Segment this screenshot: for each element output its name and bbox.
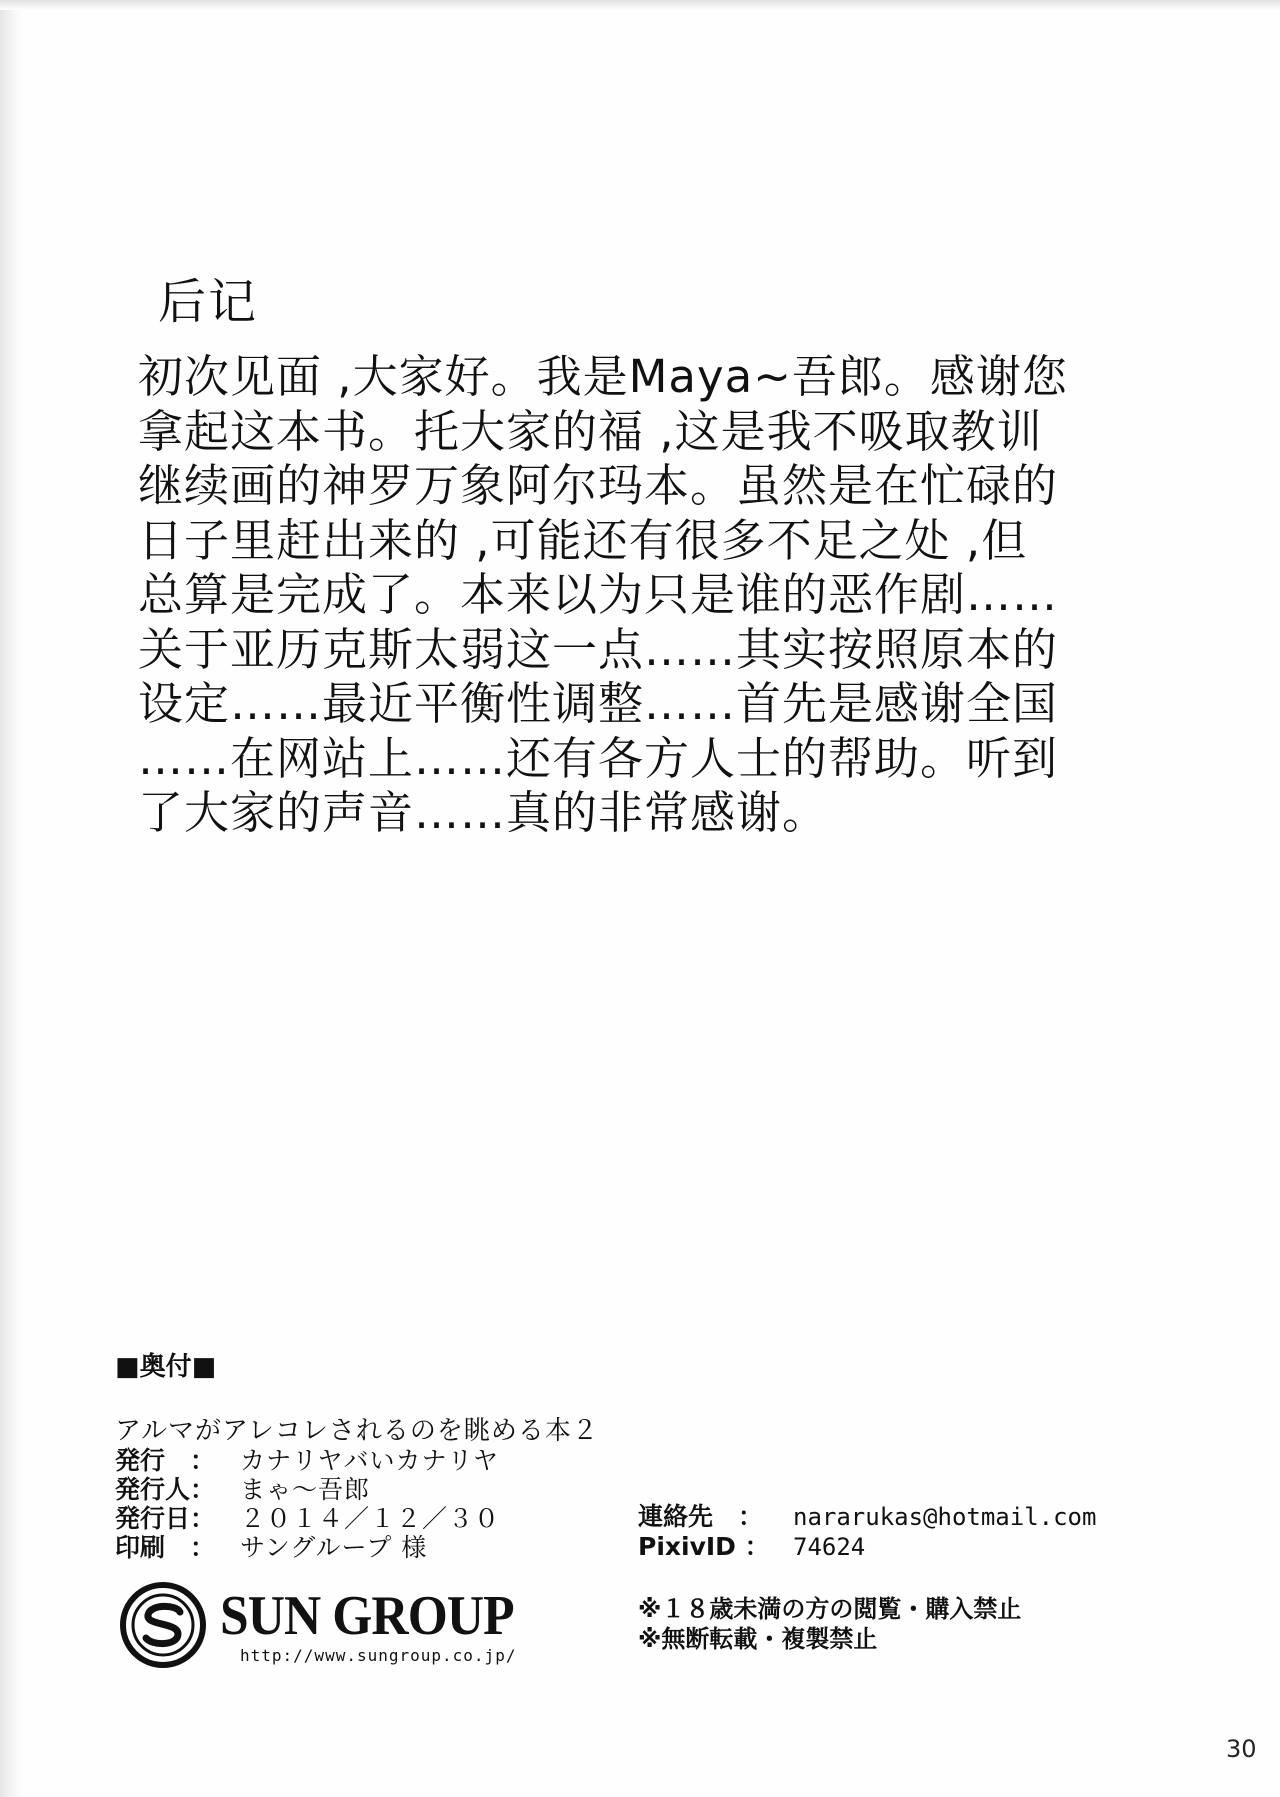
contact-row-email	[638, 1502, 1096, 1532]
book-title: アルマがアレコレされるのを眺める本２	[115, 1416, 599, 1446]
colophon-row-publisher	[115, 1446, 500, 1475]
afterword-line: 设定……最近平衡性调整……首先是感谢全国	[138, 677, 1059, 730]
notices	[638, 1594, 1021, 1654]
afterword-body	[138, 350, 1148, 841]
colophon-title: ■奥付■	[115, 1352, 217, 1382]
scan-edge-top	[0, 0, 1280, 10]
colophon-label: 発行日：	[115, 1504, 216, 1533]
pixiv-id: 74624	[793, 1533, 866, 1561]
afterword-line: 了大家的声音……真的非常感谢。	[138, 786, 829, 839]
colophon-info	[115, 1446, 500, 1562]
notice-age-restriction: ※１８歳未満の方の閲覧・購入禁止	[638, 1595, 1022, 1623]
colophon-row-date	[115, 1504, 500, 1533]
colophon-value: ２０１４／１２／３０	[240, 1504, 501, 1533]
colophon-row-issuer	[115, 1475, 500, 1504]
colophon-label: 発行 ：	[115, 1446, 216, 1475]
afterword-line: 关于亚历克斯太弱这一点……其实按照原本的	[138, 622, 1059, 676]
page-number: 30	[1226, 1735, 1257, 1763]
contact-label: PixivID ：	[638, 1532, 770, 1561]
afterword-heading: 后记	[158, 274, 259, 330]
afterword-line: 总算是完成了。本来以为只是谁的恶作剧……	[138, 568, 1059, 621]
colophon-label: 発行人：	[115, 1475, 216, 1504]
sun-group-logo-icon	[120, 1582, 206, 1668]
colophon-row-printer	[115, 1533, 500, 1562]
notice-no-reproduction: ※無断転載・複製禁止	[638, 1625, 878, 1653]
afterword-line: 拿起这本书。托大家的福 ,这是我不吸取教训	[138, 404, 1043, 458]
contact-info	[638, 1502, 1096, 1562]
afterword-line: 继续画的神罗万象阿尔玛本。虽然是在忙碌的	[138, 459, 1059, 512]
colophon-value: サングループ 様	[240, 1533, 428, 1562]
contact-row-pixiv	[638, 1532, 1096, 1562]
printer-logo	[120, 1580, 600, 1670]
contact-label: 連絡先 ：	[638, 1502, 764, 1531]
colophon-value: まゃ～吾郎	[240, 1475, 371, 1504]
printer-logo-name: SUN GROUP	[220, 1585, 514, 1647]
afterword-line: 初次见面 ,大家好。我是Maya~吾郎。感谢您	[138, 350, 1068, 403]
afterword-line: 日子里赶出来的 ,可能还有很多不足之处 ,但	[138, 513, 1028, 567]
colophon-value: カナリヤバいカナリヤ	[240, 1446, 500, 1475]
scan-edge	[0, 0, 22, 1797]
printer-logo-url: http://www.sungroup.co.jp/	[240, 1646, 517, 1665]
afterword-line: ……在网站上……还有各方人士的帮助。听到	[138, 731, 1059, 785]
colophon-label: 印刷 ：	[115, 1533, 216, 1562]
contact-email: nararukas@hotmail.com	[793, 1503, 1097, 1531]
